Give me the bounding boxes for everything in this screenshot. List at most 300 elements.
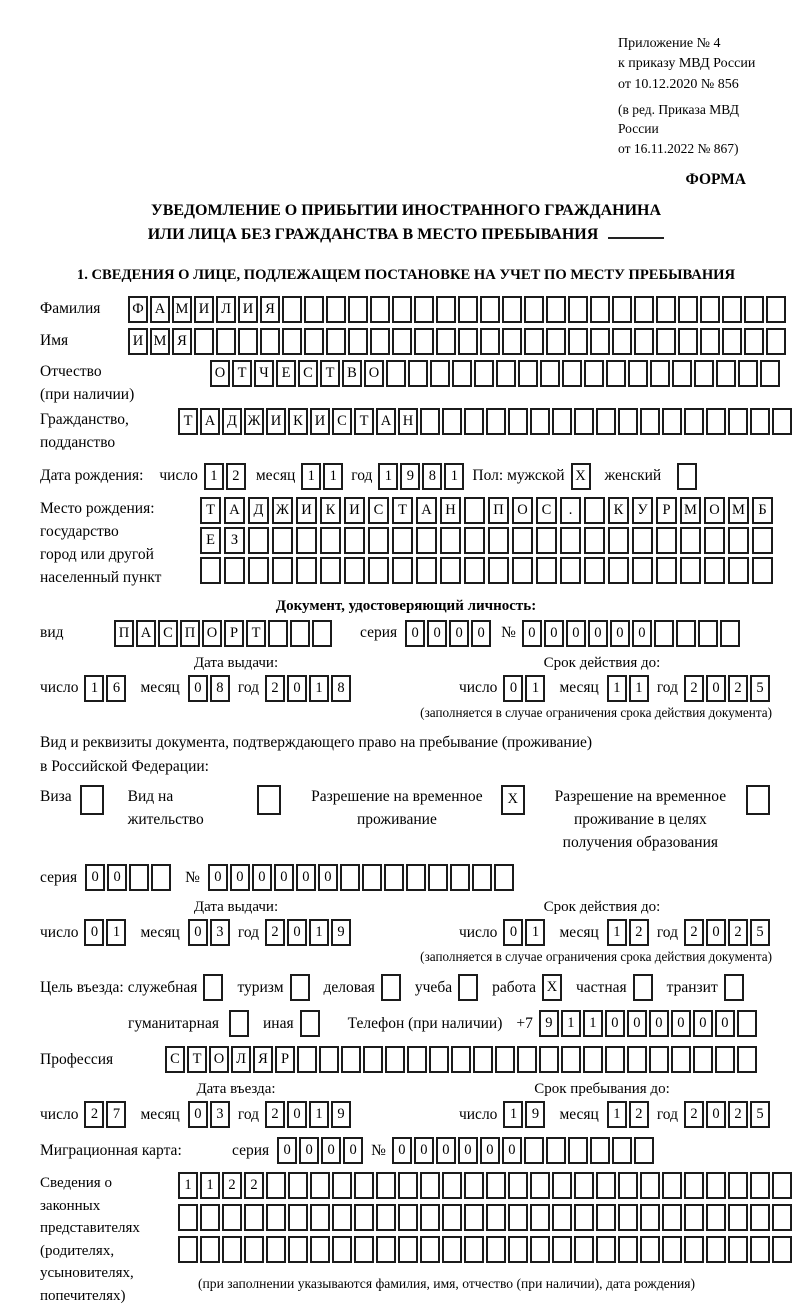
char-cell[interactable]: [656, 328, 676, 355]
char-cell[interactable]: [398, 1172, 418, 1199]
char-cell[interactable]: [381, 974, 401, 1001]
char-cell[interactable]: 1: [583, 1010, 603, 1037]
char-cell[interactable]: [216, 328, 236, 355]
char-cell[interactable]: Р: [275, 1046, 295, 1073]
char-cell[interactable]: [508, 1236, 528, 1263]
char-cell[interactable]: 2: [728, 1101, 748, 1128]
char-cell[interactable]: О: [210, 360, 230, 387]
char-cell[interactable]: [552, 1172, 572, 1199]
char-cell[interactable]: 0: [274, 864, 294, 891]
char-cell[interactable]: [724, 974, 744, 1001]
char-cell[interactable]: [634, 296, 654, 323]
char-cell[interactable]: [684, 1172, 704, 1199]
char-cell[interactable]: [464, 527, 485, 554]
char-cell[interactable]: [458, 296, 478, 323]
char-cell[interactable]: 1: [607, 919, 627, 946]
char-cell[interactable]: [560, 557, 581, 584]
char-cell[interactable]: 0: [671, 1010, 691, 1037]
char-cell[interactable]: С: [332, 408, 352, 435]
char-cell[interactable]: [203, 974, 223, 1001]
char-cell[interactable]: Т: [320, 360, 340, 387]
char-cell[interactable]: [752, 557, 773, 584]
char-cell[interactable]: 2: [84, 1101, 104, 1128]
char-cell[interactable]: [341, 1046, 361, 1073]
char-cell[interactable]: 1: [309, 1101, 329, 1128]
char-cell[interactable]: С: [158, 620, 178, 647]
char-cell[interactable]: 0: [287, 1101, 307, 1128]
char-cell[interactable]: [486, 408, 506, 435]
char-cell[interactable]: [649, 1046, 669, 1073]
char-cell[interactable]: [310, 1172, 330, 1199]
char-cell[interactable]: [229, 1010, 249, 1037]
char-cell[interactable]: [406, 864, 426, 891]
char-cell[interactable]: [744, 328, 764, 355]
char-cell[interactable]: И: [238, 296, 258, 323]
char-cell[interactable]: 0: [480, 1137, 500, 1164]
char-cell[interactable]: [398, 1204, 418, 1231]
char-cell[interactable]: О: [364, 360, 384, 387]
char-cell[interactable]: 0: [188, 919, 208, 946]
char-cell[interactable]: 0: [605, 1010, 625, 1037]
char-cell[interactable]: [392, 296, 412, 323]
char-cell[interactable]: [656, 527, 677, 554]
char-cell[interactable]: [590, 296, 610, 323]
char-cell[interactable]: [392, 328, 412, 355]
char-cell[interactable]: [414, 328, 434, 355]
char-cell[interactable]: Т: [178, 408, 198, 435]
char-cell[interactable]: [728, 557, 749, 584]
char-cell[interactable]: [680, 527, 701, 554]
char-cell[interactable]: [222, 1236, 242, 1263]
char-cell[interactable]: 1: [84, 675, 104, 702]
char-cell[interactable]: 9: [539, 1010, 559, 1037]
char-cell[interactable]: [244, 1204, 264, 1231]
char-cell[interactable]: [326, 328, 346, 355]
char-cell[interactable]: 1: [301, 463, 321, 490]
char-cell[interactable]: [750, 408, 770, 435]
char-cell[interactable]: [728, 1172, 748, 1199]
char-cell[interactable]: [640, 1172, 660, 1199]
char-cell[interactable]: [744, 296, 764, 323]
char-cell[interactable]: [715, 1046, 735, 1073]
char-cell[interactable]: 0: [649, 1010, 669, 1037]
char-cell[interactable]: [656, 296, 676, 323]
char-cell[interactable]: [408, 360, 428, 387]
char-cell[interactable]: 0: [321, 1137, 341, 1164]
char-cell[interactable]: [436, 328, 456, 355]
char-cell[interactable]: [606, 360, 626, 387]
char-cell[interactable]: [464, 557, 485, 584]
char-cell[interactable]: [612, 328, 632, 355]
char-cell[interactable]: 3: [210, 1101, 230, 1128]
char-cell[interactable]: 0: [566, 620, 586, 647]
char-cell[interactable]: [656, 557, 677, 584]
char-cell[interactable]: 0: [706, 1101, 726, 1128]
char-cell[interactable]: [488, 557, 509, 584]
char-cell[interactable]: [517, 1046, 537, 1073]
char-cell[interactable]: [416, 527, 437, 554]
char-cell[interactable]: И: [310, 408, 330, 435]
char-cell[interactable]: 0: [503, 919, 523, 946]
char-cell[interactable]: [486, 1236, 506, 1263]
char-cell[interactable]: [362, 864, 382, 891]
char-cell[interactable]: [151, 864, 171, 891]
char-cell[interactable]: [596, 1172, 616, 1199]
char-cell[interactable]: М: [728, 497, 749, 524]
char-cell[interactable]: [627, 1046, 647, 1073]
char-cell[interactable]: Т: [392, 497, 413, 524]
char-cell[interactable]: [348, 328, 368, 355]
char-cell[interactable]: [348, 296, 368, 323]
blank-underline[interactable]: [608, 237, 664, 239]
char-cell[interactable]: [266, 1204, 286, 1231]
char-cell[interactable]: [552, 1204, 572, 1231]
char-cell[interactable]: 0: [188, 1101, 208, 1128]
char-cell[interactable]: [540, 360, 560, 387]
char-cell[interactable]: 1: [607, 675, 627, 702]
char-cell[interactable]: [672, 360, 692, 387]
char-cell[interactable]: 9: [331, 1101, 351, 1128]
char-cell[interactable]: [268, 620, 288, 647]
char-cell[interactable]: [618, 1172, 638, 1199]
char-cell[interactable]: С: [536, 497, 557, 524]
char-cell[interactable]: 0: [449, 620, 469, 647]
char-cell[interactable]: [568, 328, 588, 355]
char-cell[interactable]: [430, 360, 450, 387]
char-cell[interactable]: 2: [222, 1172, 242, 1199]
char-cell[interactable]: [440, 527, 461, 554]
char-cell[interactable]: [296, 557, 317, 584]
char-cell[interactable]: [200, 557, 221, 584]
char-cell[interactable]: [760, 360, 780, 387]
char-cell[interactable]: К: [608, 497, 629, 524]
char-cell[interactable]: [384, 864, 404, 891]
char-cell[interactable]: [368, 557, 389, 584]
char-cell[interactable]: [386, 360, 406, 387]
char-cell[interactable]: [178, 1236, 198, 1263]
char-cell[interactable]: [640, 1204, 660, 1231]
char-cell[interactable]: 0: [693, 1010, 713, 1037]
char-cell[interactable]: [612, 296, 632, 323]
char-cell[interactable]: [354, 1236, 374, 1263]
char-cell[interactable]: [80, 785, 104, 815]
char-cell[interactable]: [332, 1172, 352, 1199]
char-cell[interactable]: [508, 1172, 528, 1199]
char-cell[interactable]: [512, 557, 533, 584]
char-cell[interactable]: 0: [318, 864, 338, 891]
char-cell[interactable]: [693, 1046, 713, 1073]
char-cell[interactable]: X: [501, 785, 525, 815]
char-cell[interactable]: П: [488, 497, 509, 524]
char-cell[interactable]: [618, 1236, 638, 1263]
char-cell[interactable]: Л: [216, 296, 236, 323]
char-cell[interactable]: 0: [610, 620, 630, 647]
char-cell[interactable]: 0: [392, 1137, 412, 1164]
char-cell[interactable]: 1: [200, 1172, 220, 1199]
char-cell[interactable]: [752, 527, 773, 554]
char-cell[interactable]: [414, 296, 434, 323]
char-cell[interactable]: [728, 408, 748, 435]
char-cell[interactable]: [662, 1204, 682, 1231]
char-cell[interactable]: А: [376, 408, 396, 435]
char-cell[interactable]: Ч: [254, 360, 274, 387]
char-cell[interactable]: [385, 1046, 405, 1073]
char-cell[interactable]: [590, 328, 610, 355]
char-cell[interactable]: А: [224, 497, 245, 524]
char-cell[interactable]: [473, 1046, 493, 1073]
char-cell[interactable]: 1: [444, 463, 464, 490]
char-cell[interactable]: [370, 328, 390, 355]
char-cell[interactable]: [546, 328, 566, 355]
char-cell[interactable]: [248, 557, 269, 584]
char-cell[interactable]: [310, 1236, 330, 1263]
char-cell[interactable]: [678, 296, 698, 323]
char-cell[interactable]: 1: [525, 675, 545, 702]
char-cell[interactable]: [654, 620, 674, 647]
char-cell[interactable]: [129, 864, 149, 891]
char-cell[interactable]: [436, 296, 456, 323]
char-cell[interactable]: 0: [230, 864, 250, 891]
char-cell[interactable]: [750, 1204, 770, 1231]
char-cell[interactable]: [677, 463, 697, 490]
char-cell[interactable]: [546, 296, 566, 323]
char-cell[interactable]: [546, 1137, 566, 1164]
char-cell[interactable]: [704, 527, 725, 554]
char-cell[interactable]: Р: [224, 620, 244, 647]
char-cell[interactable]: [344, 527, 365, 554]
char-cell[interactable]: И: [194, 296, 214, 323]
char-cell[interactable]: 0: [287, 675, 307, 702]
char-cell[interactable]: 1: [106, 919, 126, 946]
char-cell[interactable]: Д: [222, 408, 242, 435]
char-cell[interactable]: 1: [503, 1101, 523, 1128]
char-cell[interactable]: [440, 557, 461, 584]
char-cell[interactable]: [568, 1137, 588, 1164]
char-cell[interactable]: [238, 328, 258, 355]
char-cell[interactable]: 0: [107, 864, 127, 891]
char-cell[interactable]: [584, 557, 605, 584]
char-cell[interactable]: [750, 1236, 770, 1263]
char-cell[interactable]: [332, 1236, 352, 1263]
char-cell[interactable]: [605, 1046, 625, 1073]
char-cell[interactable]: 0: [436, 1137, 456, 1164]
char-cell[interactable]: [728, 1204, 748, 1231]
char-cell[interactable]: [495, 1046, 515, 1073]
char-cell[interactable]: [772, 1204, 792, 1231]
char-cell[interactable]: [633, 974, 653, 1001]
char-cell[interactable]: О: [202, 620, 222, 647]
char-cell[interactable]: 5: [750, 675, 770, 702]
char-cell[interactable]: [304, 296, 324, 323]
char-cell[interactable]: 0: [715, 1010, 735, 1037]
char-cell[interactable]: [452, 360, 472, 387]
char-cell[interactable]: 2: [728, 919, 748, 946]
char-cell[interactable]: 3: [210, 919, 230, 946]
char-cell[interactable]: [680, 557, 701, 584]
char-cell[interactable]: [420, 1204, 440, 1231]
char-cell[interactable]: [684, 1236, 704, 1263]
char-cell[interactable]: [632, 527, 653, 554]
char-cell[interactable]: С: [165, 1046, 185, 1073]
char-cell[interactable]: [584, 527, 605, 554]
char-cell[interactable]: [722, 296, 742, 323]
char-cell[interactable]: [428, 864, 448, 891]
char-cell[interactable]: 0: [287, 919, 307, 946]
char-cell[interactable]: [608, 557, 629, 584]
char-cell[interactable]: У: [632, 497, 653, 524]
char-cell[interactable]: [662, 1172, 682, 1199]
char-cell[interactable]: [632, 557, 653, 584]
char-cell[interactable]: А: [416, 497, 437, 524]
char-cell[interactable]: [737, 1046, 757, 1073]
char-cell[interactable]: [368, 527, 389, 554]
char-cell[interactable]: 2: [684, 675, 704, 702]
char-cell[interactable]: [596, 1236, 616, 1263]
char-cell[interactable]: [222, 1204, 242, 1231]
char-cell[interactable]: [392, 557, 413, 584]
char-cell[interactable]: [634, 1137, 654, 1164]
char-cell[interactable]: [650, 360, 670, 387]
char-cell[interactable]: [488, 527, 509, 554]
char-cell[interactable]: [494, 864, 514, 891]
char-cell[interactable]: [562, 360, 582, 387]
char-cell[interactable]: [552, 408, 572, 435]
char-cell[interactable]: Я: [260, 296, 280, 323]
char-cell[interactable]: [508, 1204, 528, 1231]
char-cell[interactable]: [700, 296, 720, 323]
char-cell[interactable]: [480, 296, 500, 323]
char-cell[interactable]: 2: [684, 919, 704, 946]
char-cell[interactable]: 0: [252, 864, 272, 891]
char-cell[interactable]: [628, 360, 648, 387]
char-cell[interactable]: К: [320, 497, 341, 524]
char-cell[interactable]: 8: [422, 463, 442, 490]
char-cell[interactable]: [312, 620, 332, 647]
char-cell[interactable]: [728, 527, 749, 554]
char-cell[interactable]: 2: [629, 1101, 649, 1128]
char-cell[interactable]: [272, 527, 293, 554]
char-cell[interactable]: 1: [309, 675, 329, 702]
char-cell[interactable]: [354, 1204, 374, 1231]
char-cell[interactable]: В: [342, 360, 362, 387]
char-cell[interactable]: [464, 497, 485, 524]
char-cell[interactable]: [772, 1172, 792, 1199]
char-cell[interactable]: [502, 328, 522, 355]
char-cell[interactable]: [772, 408, 792, 435]
char-cell[interactable]: [420, 408, 440, 435]
char-cell[interactable]: [464, 1236, 484, 1263]
char-cell[interactable]: [539, 1046, 559, 1073]
char-cell[interactable]: 0: [502, 1137, 522, 1164]
char-cell[interactable]: [272, 557, 293, 584]
char-cell[interactable]: И: [296, 497, 317, 524]
char-cell[interactable]: [750, 1172, 770, 1199]
char-cell[interactable]: [596, 408, 616, 435]
char-cell[interactable]: [671, 1046, 691, 1073]
char-cell[interactable]: 2: [265, 919, 285, 946]
char-cell[interactable]: О: [704, 497, 725, 524]
char-cell[interactable]: М: [680, 497, 701, 524]
char-cell[interactable]: 0: [471, 620, 491, 647]
char-cell[interactable]: 0: [706, 919, 726, 946]
char-cell[interactable]: [420, 1236, 440, 1263]
char-cell[interactable]: Н: [440, 497, 461, 524]
char-cell[interactable]: Т: [187, 1046, 207, 1073]
char-cell[interactable]: М: [150, 328, 170, 355]
char-cell[interactable]: [200, 1204, 220, 1231]
char-cell[interactable]: [662, 1236, 682, 1263]
char-cell[interactable]: [464, 408, 484, 435]
char-cell[interactable]: О: [209, 1046, 229, 1073]
char-cell[interactable]: [288, 1204, 308, 1231]
char-cell[interactable]: 2: [684, 1101, 704, 1128]
char-cell[interactable]: [608, 527, 629, 554]
char-cell[interactable]: [524, 1137, 544, 1164]
char-cell[interactable]: Т: [200, 497, 221, 524]
char-cell[interactable]: П: [180, 620, 200, 647]
char-cell[interactable]: [320, 527, 341, 554]
char-cell[interactable]: Н: [398, 408, 418, 435]
char-cell[interactable]: [376, 1204, 396, 1231]
char-cell[interactable]: 1: [178, 1172, 198, 1199]
char-cell[interactable]: [458, 974, 478, 1001]
char-cell[interactable]: [442, 408, 462, 435]
char-cell[interactable]: 0: [405, 620, 425, 647]
char-cell[interactable]: [508, 408, 528, 435]
char-cell[interactable]: [612, 1137, 632, 1164]
char-cell[interactable]: [442, 1172, 462, 1199]
char-cell[interactable]: [634, 328, 654, 355]
char-cell[interactable]: 0: [414, 1137, 434, 1164]
char-cell[interactable]: [260, 328, 280, 355]
char-cell[interactable]: [584, 360, 604, 387]
char-cell[interactable]: С: [368, 497, 389, 524]
char-cell[interactable]: [574, 408, 594, 435]
char-cell[interactable]: [746, 785, 770, 815]
char-cell[interactable]: [288, 1172, 308, 1199]
char-cell[interactable]: [442, 1204, 462, 1231]
char-cell[interactable]: [376, 1236, 396, 1263]
char-cell[interactable]: М: [172, 296, 192, 323]
char-cell[interactable]: Е: [200, 527, 221, 554]
char-cell[interactable]: [304, 328, 324, 355]
char-cell[interactable]: Д: [248, 497, 269, 524]
char-cell[interactable]: Я: [253, 1046, 273, 1073]
char-cell[interactable]: [344, 557, 365, 584]
char-cell[interactable]: Ж: [244, 408, 264, 435]
char-cell[interactable]: 0: [188, 675, 208, 702]
char-cell[interactable]: [354, 1172, 374, 1199]
char-cell[interactable]: [706, 1204, 726, 1231]
char-cell[interactable]: [772, 1236, 792, 1263]
char-cell[interactable]: 0: [627, 1010, 647, 1037]
char-cell[interactable]: [288, 1236, 308, 1263]
char-cell[interactable]: 2: [629, 919, 649, 946]
char-cell[interactable]: [530, 1236, 550, 1263]
char-cell[interactable]: 0: [706, 675, 726, 702]
char-cell[interactable]: [684, 1204, 704, 1231]
char-cell[interactable]: [282, 296, 302, 323]
char-cell[interactable]: З: [224, 527, 245, 554]
char-cell[interactable]: [574, 1172, 594, 1199]
char-cell[interactable]: [706, 408, 726, 435]
char-cell[interactable]: А: [150, 296, 170, 323]
char-cell[interactable]: [766, 296, 786, 323]
char-cell[interactable]: И: [128, 328, 148, 355]
char-cell[interactable]: [363, 1046, 383, 1073]
char-cell[interactable]: [720, 620, 740, 647]
char-cell[interactable]: Ф: [128, 296, 148, 323]
